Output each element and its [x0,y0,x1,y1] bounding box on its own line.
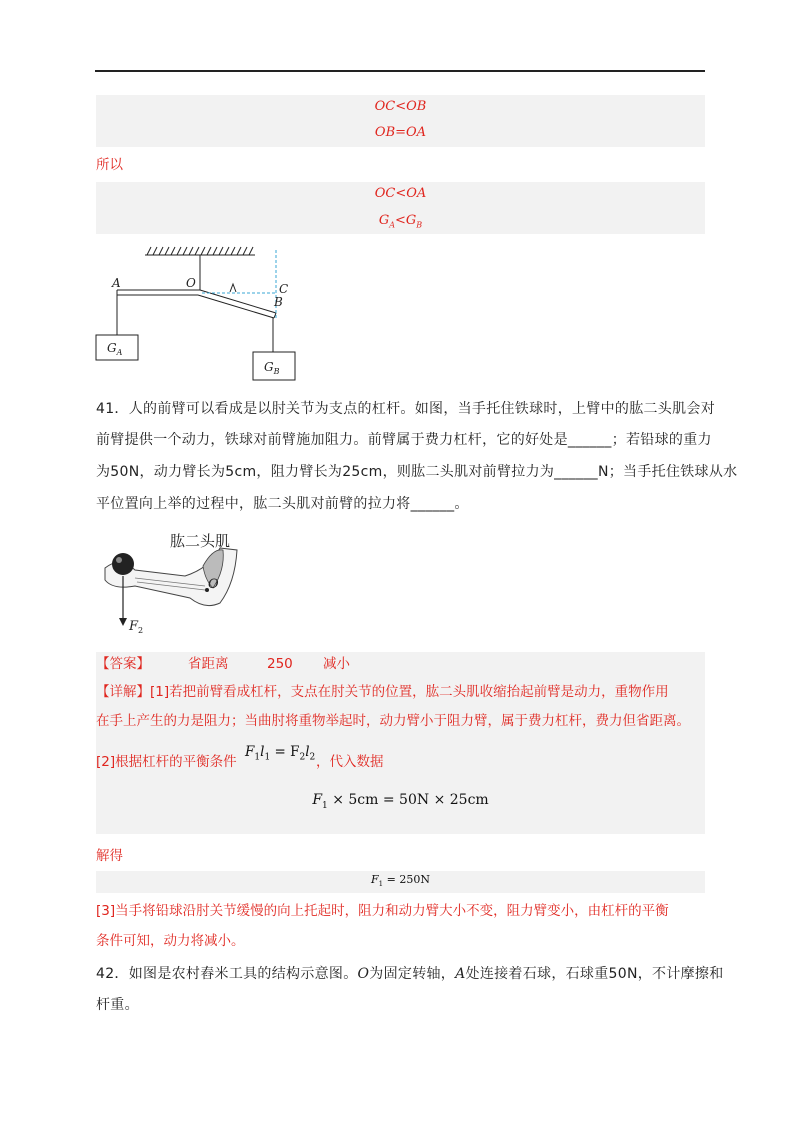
header-rule [95,70,705,72]
q41-line2: 前臂提供一个动力，铁球对前臂施加阻力。前臂属于费力杠杆，它的好处是______；若铅球的重力 [96,432,712,448]
o-label: O [208,577,219,592]
label-b: B [274,295,283,309]
balance-condition-formula: $F_1l_1 = F_2l_2$ [245,744,316,763]
lever-bar [117,284,276,318]
force-label: $F_2$ [129,619,144,635]
q42-line1: 42．如图是农村舂米工具的结构示意图。O为固定转轴，A处连接着石球，石球重50N，不计摩擦和 [96,966,724,982]
force-arrow-head [119,618,127,626]
solution-box-mid [96,182,705,234]
step2-text: [2]根据杠杆的平衡条件 [96,754,237,770]
q42-line2: 杆重。 [96,997,139,1013]
muscle-label: 肱二头肌 [170,532,231,550]
answer-2: 250 [267,656,293,672]
gb-label: $G_B$ [264,360,280,376]
equality-ob-oa: OB=OA [374,125,427,140]
label-c: C [279,282,289,296]
inequality-oc-ob: OC<OB [374,99,427,114]
iron-ball [112,553,134,575]
ball-highlight [116,557,122,563]
label-a: A [112,276,121,290]
q41-line4: 平位置向上举的过程中，肱二头肌对前臂的拉力将______。 [96,496,469,512]
equation-substitution: $F_1 \times 5cm = 50N \times 25cm$ [312,792,489,811]
arm-diagram [95,528,245,638]
answer-1: 省距离 [188,656,229,672]
inequality-ga-gb: $G_A<G_B$ [378,213,423,230]
ceiling-hatch [145,247,255,255]
step2-suffix: ，代入数据 [316,754,384,770]
detail-line1: 【详解】[1]若把前臂看成杠杆，支点在肘关节的位置，肱二头肌收缩抬起前臂是动力，重物作用 [96,684,669,700]
result-box [96,871,705,893]
label-o: O [186,276,196,290]
step3-line2: 条件可知，动力将减小。 [96,933,245,949]
answer-3: 减小 [323,656,350,672]
jiede-label: 解得 [96,848,123,864]
inequality-oc-oa: OC<OA [374,186,427,201]
solution-box-top [96,95,705,147]
suoyi-label: 所以 [96,157,123,173]
equation-result: $F_1 = 250N$ [371,873,430,889]
step3-line1: [3]当手将铅球沿肘关节缓慢的向上托起时，阻力和动力臂大小不变，阻力臂变小，由杠杆的平衡 [96,903,669,919]
ga-label: $G_A$ [107,341,123,357]
detail-line2: 在手上产生的力是阻力；当曲肘将重物举起时，动力臂小于阻力臂，属于费力杠杆，费力但省距离。 [96,713,690,729]
q41-line1: 41．人的前臂可以看成是以肘关节为支点的杠杆。如图，当手托住铁球时，上臂中的肱二头肌会对 [96,401,716,417]
answer-tag: 【答案】 [96,656,150,672]
q41-line3: 为50N，动力臂长为5cm，阻力臂长为25cm，则肱二头肌对前臂拉力为______N；当手托住铁球从水 [96,464,738,480]
lever-diagram [90,240,300,385]
